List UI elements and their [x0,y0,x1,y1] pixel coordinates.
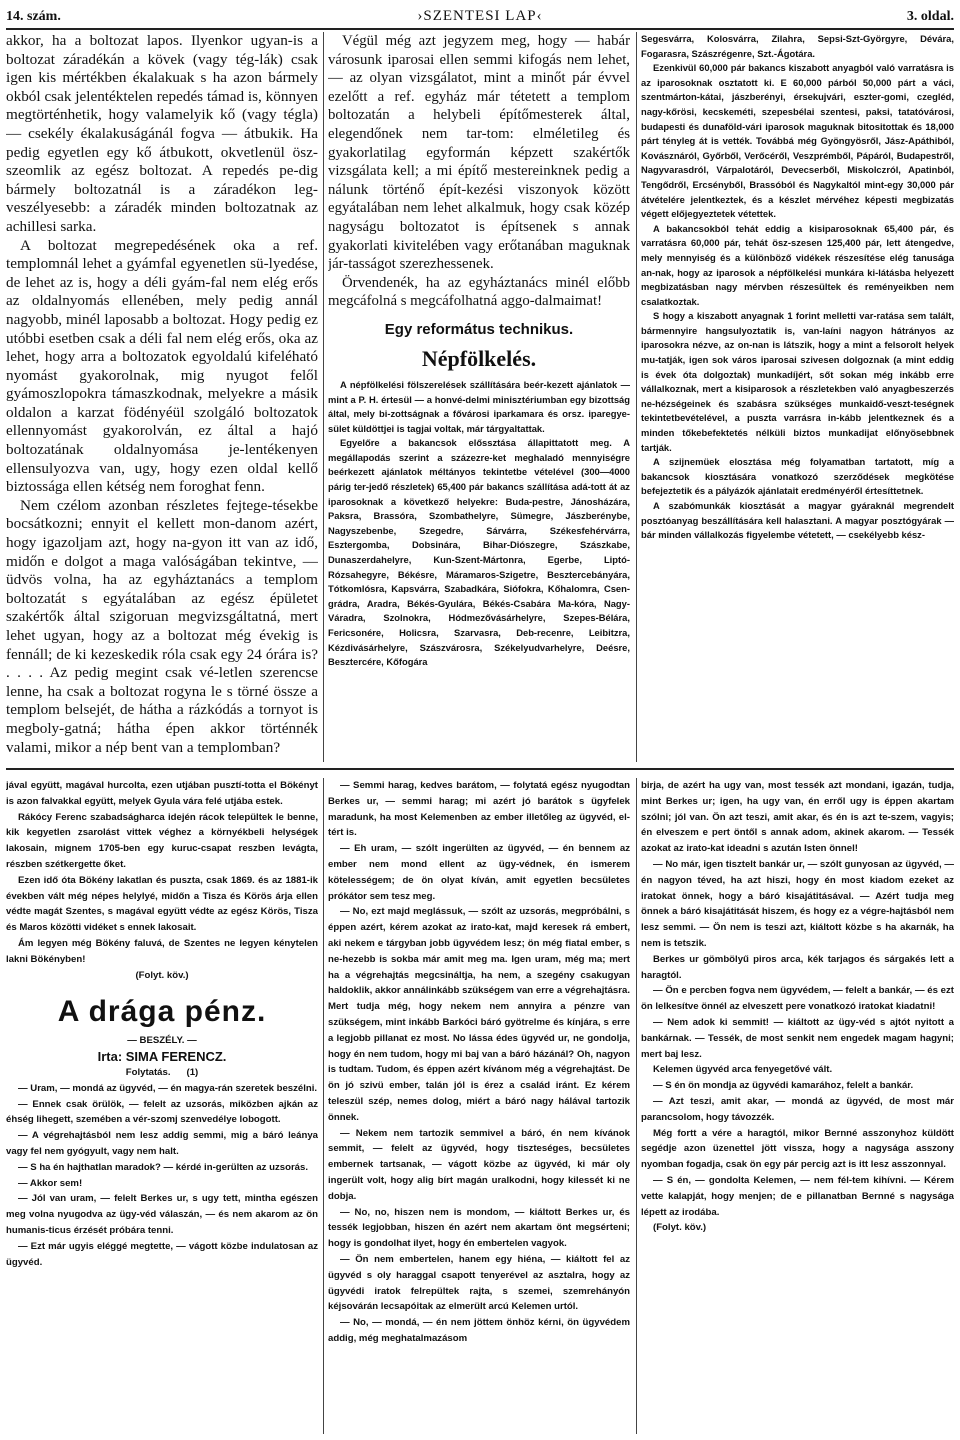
story-paragraph: Berkes ur gömbölyű piros arca, kék tarjagos és sárgakés lett a haragtól. [641,953,954,981]
article-paragraph: Egyelőre a bakancsok előssztása állapittatott meg. A megállapodás szerint a százezre-ket meghaladó mennyiségre beérkezett ajánlatok méltányos tekintetbe vételével (300—4000 párig ter-jedő részletek) 65,400 pár bakancs szállítása adá-tott át az iparosoknak a következő helyekre: Buda-pestre, Jánosházára, Paksra, Brassóra, Szombathelyre, Sümegre, Jászberénybe, Nagyszebenbe, Szegedre, Sárvárra, Székesfehérvárra, Esztergomba, Dobsinára, Bihar-Diószegre, Szászkabe, Dunaszerdahelyre, Kun-Szent-Mártonra, Egerbe, Liptó-Rózsahegyre, Békésre, Máramaros-Szigetre, Besztercebányára, Tótkomlósra, Kapsvárra, Szabadkára, Siófokra, Kőhalomra, Csen-grádra, Aradra, Békés-Gyulára, Békés-Csabára Ma-kóra, Nagy-Váradra, Szolnokra, Hódmezővásárhelyre, Szepes-Bélára, Fericsonére, Holicsra, Szarvasra, Deb-recenre, Leibitzra, Kézdivásárhelyre, Szászvárosra, Székelyudvarhelyre, Deésre, Besztercére, Kőfogára [328,437,630,668]
story-paragraph: — S én ön mondja az ügyvédi kamarához, felelt a bankár. [653,1080,914,1092]
column-divider [636,778,637,1434]
story-paragraph: Még fortt a vére a haragtól, mikor Bernné asszonyhoz küldött segédje azon üzenettel jött vissza, hogy a nagysága asszony nyomban fogadja, csak ön egy pár percig azt is itt lesz asszonnyal. [641,1127,954,1171]
article-paragraph: Ám legyen még Bökény faluvá, de Szentes ne legyen kénytelen lakni Bökényben! [6,937,318,965]
story-paragraph: birja, de azért ha ugy van, most tessék azt mondani, igazán, tudja, mint Berkes ur; igen, ha ugy van, én erről ugy is éppen akartam szólni; jól van. Ön azt teszi, amit akar, és én is azt te-szem, vagyis; én elveszem e pert öntől s annak adom, akinek akarom. — Tessék azokat az irato-kat ideadni s azután Isten önnel! [641,780,954,855]
article-paragraph: Végül még azt jegyzem meg, hogy — habár városunk iparosai ellen semmi kifogás nem lehet, — az olyan vizsgálatot, mint a minőt pár évvel ezelőtt a ref. egyház már tétetett a templom boltozatán a helybeli építőmesterek által, elegendőnek nem tar-tom: elméletileg és gyakorlatilag egyformán képzett szakértők vizsgálata kell; a mi építő mestereinknek pedig a nálunk történő épít-kezési viszonyok között egyátalában nem lehet alkalmuk, hogy csak közép nagyságu boltozatot is építsenek s annak gyakorlati kivitelében vagy erőtanában maguknak jár-tasságot szerezhessenek. [328,33,630,273]
story-paragraph: — Jól van uram, — felelt Berkes ur, s ugy tett, mintha egészen meg volna nyugodva az ügy-véd válaszán, — és nem akarom az ön humanis-ticus érzését próbára tenni. [6,1193,318,1236]
story-continuation: Folytatás. (1) [125,1066,199,1078]
story-paragraph: — No már, igen tisztelt bankár ur, — szólt gunyosan az ügyvéd, — én nagyon téved, ha azt hiszi, hogy én most kiadom ezeket az iratokat önnek, hogy a báró kisajátitásával. — Azért tudja meg önnek a báró kisajátitását hiszem, és hogy ez a végre-hajtásból nem lesz semmi. — Ön nem is teszi azt, kiáltott közbe s ha akarnák, ha nem is tetszik. [641,858,954,949]
story-paragraph: — Nekem nem tartozik semmivel a báró, én nem kívánok semmit, — felelt az ügyvéd, hogy tiszteséges, becsületes embernek tartsanak, — vágott közbe az ügyvéd, ki már oly ingerült volt, hogy alig bírt magán uralkodni, hogy kilessét ki ne dobja. [328,1127,630,1202]
story-title: A drága pénz. [57,995,267,1029]
article-paragraph: Rákócy Ferenc szabadságharca idején rácok települtek le benne, kik kegyetlen zsarolást vittek véghez a környékbeli helységek lakosain, mignem 1705-ben egy kuruc-csapat reszben levágta, részben szétkergette őket. [6,811,318,870]
article-paragraph: A szijnemüek elosztása még folyamatban tartatott, míg a bakancsok kiosztására vonatkozó szerződések megkötése befejeztetik és a pályázók ajánlatait eredményéről értesíttetnek. [641,456,954,497]
column-divider [323,32,324,762]
top-left-column [6,32,318,762]
article-paragraph: Örvendenék, ha az egyháztanács minél előbb megcáfolná s megcáfolhatná aggo-dalmaimat! [328,274,630,310]
bottom-left-column [6,778,318,1434]
bottom-right-column [641,778,954,1434]
story-paragraph: — Ön e percben fogva nem ügyvédem, — felelt a bankár, — és ezt ön lelkesítve önnél az elveszett pere vonatkozó iratokat kiadatni! [641,985,954,1013]
article-paragraph: A boltozat megrepedésének oka a ref. templomnál lehet a gyámfal egyenetlen sü-lyedése, de lehet az is, hogy a déli gyám-fal nem elég erős az oldalnyomás ellenében, mely pedig annál nagyobb, minél laposabb a boltozat. Hogy pedig ez utóbbi esetben csak a déli fal nem elég erős, oka az lehet, hogy arra a boltozatok egyoldalú kifeléható nyomást gyakorolnak, mig nyugot felől gyámoszlopokra támaszkodnak, melyekre a másik oldalon a karzat födényéül szolgáló boltozatok ellennyomást gyakorolván, ez által a hajó boltozatának oldalnyomása je-lentékenyen ellensulyozva van, ugy, hogy ezen oldal kellő biztossága ellen kétség nem foroghat fenn. [6,236,318,496]
article-paragraph: A bakancsokból tehát eddig a kisiparosoknak 65,400 pár, és varratásra 60,000 pár, tehát ösz-szesen 125,400 pár, lett átengedve, mely mennyiség és a különböző vidékek részesítése elég tanusága an-nak, hogy az iparosok a népfölkelési munkára ki-látásba helyezett megbizatásban nagy mérvben részesültek és reményeikben nem csalatkoztak. [641,222,954,307]
story-paragraph: — Uram, — mondá az ügyvéd, — én magya-rán szeretek beszélni. [18,1082,318,1094]
article-paragraph: Ezenkivül 60,000 pár bakancs kiszabott anyagból való varratásra is az iparosoknak osztatott ki. E 60,000 párból 50,000 párt a váci, szentmárton-kátai, jászberényi, érsekujvári, eszter-gomi, czegléd, nagy-kőrösi, kecskeméti, szepesbélai szentesi, paksi, tatatóvárosi, budapesti és dunaföld-vári iparosok maguknak bitositottak és 18,000 párt tényleg át is vették. Továbbá még Gyöngyösről, Jász-Apáthiból, Kovásznáról, Győrből, Verőcéről, Veszprémből, Pápáról, Budapestről, Nagyvarasdról, Várpalotáról, Devecserből, Miskolczról, Apatinból, Tengődről, Ercsényből, Brassóból és Nagykaltól mint-egy 30,000 pár átvételére jelentkeztek, és a készlet mérvéhez képesti megbizatás végett előjegyeztetek vétettek. [641,62,954,220]
story-paragraph: — Semmi harag, kedves barátom, — folytatá egész nyugodtan Berkes ur, — semmi harag; mi azért jó barátok s ügyfelek maradunk, ha most Kelemenben az ember illetőleg az ügyvéd, el-tért is. [328,780,630,839]
story-paragraph: — S ha én hajthatlan maradok? — kérdé in-gerülten az uzsorás. [18,1161,309,1173]
article-paragraph: jával együtt, magával hurcolta, ezen utjában pusztí-totta el Bökényt is azon falvakkal együtt, melyek Gyula vára felé utjába estek. [6,780,318,807]
page-number: 3. oldal. [906,9,954,24]
page-header [6,6,954,30]
story-paragraph: — S én, — gondolta Kelemen, — nem fél-tem kihívni. — Kérem vette kalapját, hogy menjen; de e pillanatban Bernné s nagysága lépett az irodába. [641,1174,954,1218]
story-paragraph: — Ön nem embertelen, hanem egy hiéna, — kiáltott fel az ügyvéd s oly haraggal csapott tenyerével az asztalra, hogy az ügyvédi iratok felrepültek rajta, s szemei, szemrehányón kéjsovárán lecsapóitak az elmerült arcú Kelemen urtól. [328,1253,630,1313]
article-paragraph: Nem czélom azonban részletes fejtege-tésekbe bocsátkozni; ennyit el kellett mon-danom azért, hogy igazoljam azt, hogy na-gyon itt van az idő, midőn e dolgot a maga valóságában tekintve, — üdvös volna, ha az egyháztanács a templom boltozatát s egyátalában az egész épületet szakértők által szigoruan megvizsgáltatná, mert lehet ugyan, hogy az a boltozat még évekig is fennáll; de ki kezeskedik róla csak egy 24 órára is? . . . . Az pedig megint csak vé-letlen szerencse lenne, ha csak a boltozat rogyna le s törné össze a templom belsejét, de hátha a rázkódás a tornyot is megboly-gatná; hátha épen akkor történnék valami, mikor a nép bent van a templomban? [6,496,318,756]
story-paragraph: — No, — mondá, — én nem jöttem önhöz kérni, ön ügyvédem addig, még meghatalmazásom [328,1317,630,1344]
article-paragraph: A népfölkelési fölszerelések szállítására beér-kezett ajánlatok — mint a P. H. értesül — a honvé-delmi minisztériumban egy bizottság által, mely bi-zottságnak a fővárosi iparkamara és orsz. iparegye-sület küldöttjei is tagjai voltak, már tárgyaltattak. [328,378,630,434]
story-paragraph: — A végrehajtásból nem lesz addig semmi, mig a báró leánya vagy fel nem gyógyult, vagy nem halt. [6,1130,318,1157]
story-paragraph: — Eh uram, — szólt ingerülten az ügyvéd, — én bennem az ember nem mond ellent az ügy-védnek, én ismerem kötelességem; de ön olyat kíván, amit egyetlen becsületes prókátor sem tesz meg. [328,843,630,902]
bottom-middle-column [328,778,630,1434]
column-divider [323,778,324,1434]
story-paragraph: — Nem adok ki semmit! — kiáltott az ügy-véd s ajtót nyitott a bankárnak. — Tessék, de most senkit nem engedek magam hagyni; mert baj lesz. [641,1016,954,1060]
story-genre: — BESZÉLY. — [127,1035,197,1047]
story-paragraph: — Azt teszi, amit akar, — mondá az ügyvéd, de most már parancsolom, hogy távozzék. [641,1095,954,1123]
story-author: Irta: SIMA FERENCZ. [97,1049,227,1065]
story-paragraph: — No, no, hiszen nem is mondom, — kiáltott Berkes ur, és tessék legjobban, hiszen én azért nem akartam önt megsérteni; hogy is gondolhat ilyet, hogy én embertelen vagyok. [328,1206,630,1250]
top-middle-column [328,32,630,762]
issue-number: 14. szám. [6,9,61,24]
story-paragraph: — Ezt már ugyis eléggé megtette, — vágott közbe indulatosan az ügyvéd. [6,1240,318,1268]
section-divider [6,768,954,770]
section-title-nepfolkeles: Népfölkelés. [421,345,537,371]
column-divider [636,32,637,762]
article-paragraph: Ezen idő óta Bökény lakatlan és puszta, csak 1869. és az 1881-ik években vált még népes helylyé, midőn a Tisza és Körös árja ellen védte magát Szentes, s magával együtt védte az egész Körös, Tisza és Maros közötti vidéket s ennek lakosait. [6,874,318,934]
newspaper-title: ›SZENTESI LAP‹ [417,8,543,24]
continued-note: (Folyt. köv.) [135,969,189,981]
article-paragraph: Segesvárra, Kolosvárra, Zilahra, Sepsi-Szt-Györgyre, Dévára, Fogarasra, Szászrégenre, Szt.-Ágotára. [641,33,954,59]
story-paragraph: — Akkor sem! [18,1177,83,1189]
article-paragraph: A szabómunkák kiosztását a magyar gyáraknál megrendelt posztóanyag beszállítására kell halasztani. A magyar posztógyárak — bár minden vállalkozás figyelembe vétetett, — csekélyebb kész- [641,500,954,541]
story-paragraph: — No, ezt majd meglássuk, — szólt az uzsorás, megpróbálni, s éppen azért, kérem azokat az irato-kat, majd keresek rá embert, aki nekem e tárgyban jobb ügyvédem lesz; ön még fiatal ember, s ne-hezebb is sokba már amit meg ma. Igen uram, még ma; mert ha a végrehajtás megcsináltja, ha nem, a szegény csakugyan haldoklik, akkor annálinkább szükségem van erre a végrehajtásra. Mert tudja még, hogy nekem nem annyira a pénzre van szükségem, mint inkább Barkóci báró gyötrelme és kínjára, s erre a legjobb pillanat ez most. No lássa édes ügyvéd ur, ne gondolja, hogy én nem tudom, hogy mi baj van a báró házánál? Oh, nagyon is tudtam. Tudom, és éppen azért kívánom még a végrehajtást. De ön jó szivü ember, talán jól is érez a család iránt. Ez kérem teleszül szép, nemes dolog, miért a báró nagy hálával tartozik önnek. [328,906,630,1123]
story-paragraph: Kelemen ügyvéd arca fenyegetővé vált. [653,1064,833,1076]
top-right-column [641,32,954,762]
story-paragraph: (Folyt. köv.) [653,1222,707,1234]
story-paragraph: — Ennek csak örülök, — felelt az uzsorás, miközben ajkán az éhség lihegett, szemében a vér-szomj szenvedélye lobogott. [6,1098,318,1126]
article-paragraph: S hogy a kiszabott anyagnak 1 forint melletti var-ratása sem talált, bármennyire hangsulyoztatik is, van-laíni nagyon hátrányos az iparosokra nézve, az on-nan is látszik, hogy a mint a felsorolt helyek mu-tatják, igen sok város iparosai szivesen dolgoznak (a mint eddig is évek óta dolgoztak) munkadíjért, sőt sokan még inkább erre vállalkoznak, mert a kisiparosok a részletekben való anyagbeszerzés ne-hézségeinek és szabásra szükséges munkaidő-veszt-teségnek tekintetbevételével, a puszta varrásra in-kább jelentkeznek és a minden tőkebefektetés nélküli biztos munkadijat előnyösebbnek tartják. [641,310,954,453]
article-signature: Egy református technikus. [384,320,574,338]
article-paragraph: akkor, ha a boltozat lapos. Ilyenkor ugyan-is a boltozat záradékán a kövek (vagy tég-lák) csak igen kis mértékben ékalakuak s ha azon bármely okból csak jelentéktelen repedés támad is, könnyen megtörténhetik, hogy valamelyik kő (vagy tégla) — csekély ékalakuságánál fogva — átbukik. Ha pedig egyetlen egy kő átbukott, okvetlenül ösz-szeomlik az egész boltozat. A repedés pe-dig bármely boltozatnál is a záradékon leg-veszélyesebb: a záradék minden boltozatnak az achillesi sarka. [6,32,318,235]
